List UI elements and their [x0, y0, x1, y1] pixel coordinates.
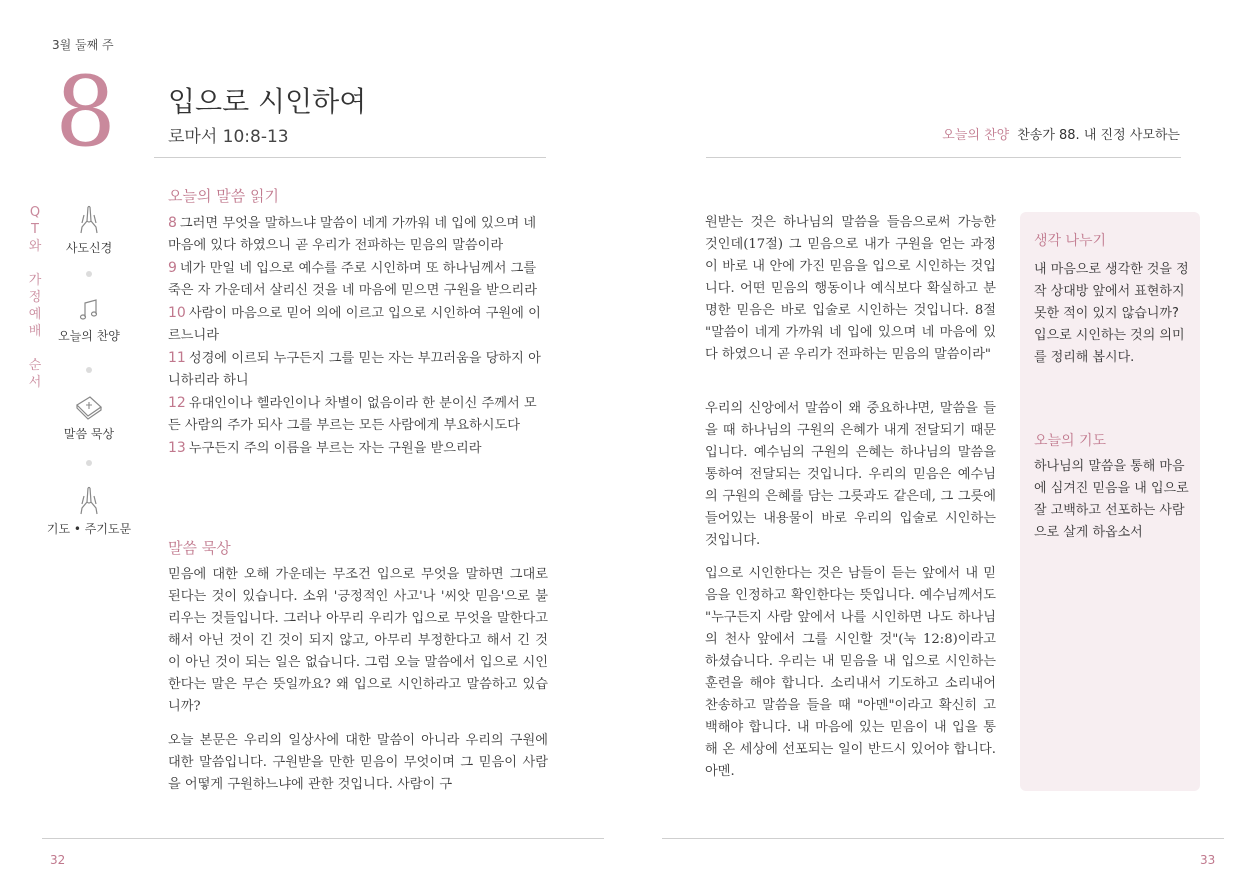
verse-number: 12 [168, 395, 186, 411]
bible-icon [74, 393, 104, 421]
verse: 10 사람이 마음으로 믿어 의에 이르고 입으로 시인하여 구원에 이르느니라 [168, 305, 541, 343]
header-divider-right [706, 157, 1181, 158]
prayer-title: 오늘의 기도 [1034, 433, 1107, 449]
page-number-right: 33 [1200, 853, 1216, 867]
prayer-text: 하나님의 말씀을 통해 마음에 심겨진 믿음을 내 입으로 잘 고백하고 선포하는 사람으로 살게 하옵소서 [1034, 459, 1189, 540]
meditation-paragraph: 원받는 것은 하나님의 말씀을 들음으로써 가능한 것인데(17절) 그 믿음으로 내가 구원을 얻는 과정이 바로 내 안에 가진 믿음을 입으로 시인하는 것입니다. 어떤 믿음의 행동이나 예식보다 확실하고 분명한 믿음은 바로 입술로 시인하는 것입니다. 8절 "말씀이 네게 가까워 네 입에 있으며 네 마음에 있다 하였으니 곧 우리가 전파하는 믿음의 말씀이라" [705, 215, 996, 362]
verse: 12 유대인이나 헬라인이나 차별이 없음이라 한 분이신 주께서 모든 사람의 주가 되사 그를 부르는 모든 사람에게 부요하시도다 [168, 395, 537, 433]
hymn-label: 오늘의 찬양 [942, 128, 1010, 143]
praying-hands-icon [76, 486, 102, 516]
nav-label: 기도 • 주기도문 [46, 522, 132, 536]
nav-word-meditation[interactable] [39, 393, 139, 442]
meditation-paragraph: 우리의 신앙에서 말씀이 왜 중요하냐면, 말씀을 들을 때 하나님의 구원의 은혜가 내게 전달되기 때문입니다. 예수님의 구원의 은혜는 하나님의 말씀을 통하여 전달되는 것입니다. 우리의 믿음은 예수님의 구원의 은혜를 담는 그릇과도 같은데, 그 그릇에 들어있는 내용물이 바로 우리의 입술로 시인하는 것입니다. [705, 401, 996, 548]
reflection-box [1020, 212, 1200, 791]
verse: 9 네가 만일 네 입으로 예수를 주로 시인하며 또 하나님께서 그를 죽은 자 가운데서 살리신 것을 네 마음에 믿으면 구원을 받으리라 [168, 260, 537, 298]
verse-number: 9 [168, 260, 177, 276]
nav-dot [86, 367, 92, 373]
verse-number: 8 [168, 215, 177, 231]
meditation-paragraph: 믿음에 대한 오해 가운데는 무조건 입으로 무엇을 말하면 그대로 된다는 것이 있습니다. 소위 '긍정적인 사고'나 '씨앗 믿음'으로 불리우는 것들입니다. 그러나 아무리 우리가 입으로 무엇을 말한다고 해서 아닌 것이 긴 것이 되지 않고, 아무리 부정한다고 해서 긴 것이 아닌 것이 되는 일은 없습니다. 그럼 오늘 말씀에서 입으로 시인한다는 말은 무슨 뜻일까요? 왜 입으로 시인하라고 말씀하고 있습니까? [168, 567, 548, 714]
praying-hands-icon [76, 205, 102, 235]
nav-dot [86, 271, 92, 277]
week-label: 3월 둘째 주 [52, 38, 114, 52]
verse-number: 10 [168, 305, 186, 321]
meditation-section-title: 말씀 묵상 [168, 539, 231, 557]
verse: 8 그러면 무엇을 말하느냐 말씀이 네게 가까워 네 입에 있으며 네 마음에 있다 하였으니 곧 우리가 전파하는 믿음의 말씀이라 [168, 215, 537, 253]
footer-divider-left [42, 838, 604, 839]
nav-label: 오늘의 찬양 [58, 329, 120, 343]
verse: 11 성경에 이르되 누구든지 그를 믿는 자는 부끄러움을 당하지 아니하리라 하니 [168, 350, 541, 388]
scripture-reference: 로마서 10:8-13 [168, 127, 289, 147]
footer-divider-right [662, 838, 1224, 839]
sharing-text: 내 마음으로 생각한 것을 정작 상대방 앞에서 표현하지 못한 적이 있지 않습니까? 입으로 시인하는 것의 의미를 정리해 봅시다. [1034, 262, 1189, 365]
page-title: 입으로 시인하여 [168, 85, 367, 118]
nav-todays-hymn[interactable] [39, 297, 139, 344]
meditation-paragraph: 오늘 본문은 우리의 일상사에 대한 말씀이 아니라 우리의 구원에 대한 말씀입니다. 구원받을 만한 믿음이 무엇이며 그 믿음이 사람을 어떻게 구원하느냐에 관한 것입니다. 사람이 구 [168, 733, 548, 792]
day-number: 8 [55, 56, 117, 168]
page-number-left: 32 [50, 853, 66, 867]
side-vertical-label: Q T 와 가 정 예 배 순 서 [28, 205, 42, 390]
nav-label: 사도신경 [65, 241, 113, 255]
verse-number: 11 [168, 350, 186, 366]
header-divider-left [154, 157, 546, 158]
music-note-icon [76, 297, 102, 323]
verse-number: 13 [168, 440, 186, 456]
todays-hymn [942, 124, 1180, 143]
nav-label: 말씀 묵상 [63, 427, 115, 441]
meditation-paragraph: 입으로 시인한다는 것은 남들이 듣는 앞에서 내 믿음을 인정하고 확인한다는 뜻입니다. 예수님께서도 "누구든지 사람 앞에서 나를 시인하면 나도 하나님의 천사 앞에서 그를 시인할 것"(눅 12:8)이라고 하셨습니다. 우리는 내 믿음을 내 입으로 시인하는 훈련을 해야 합니다. 소리내서 기도하고 소리내어 찬송하고 말씀을 들을 때 "아멘"이라고 확신히 고백해야 합니다. 내 마음에 있는 믿음이 내 입을 통해 온 세상에 선포되는 일이 반드시 있어야 합니다. 아멘. [705, 566, 996, 779]
verse: 13 누구든지 주의 이름을 부르는 자는 구원을 받으리라 [168, 440, 482, 456]
reading-section-title: 오늘의 말씀 읽기 [168, 187, 279, 205]
sharing-title: 생각 나누기 [1034, 233, 1107, 249]
nav-prayer[interactable] [39, 486, 139, 537]
verse-list [168, 212, 548, 460]
nav-dot [86, 460, 92, 466]
nav-apostles-creed[interactable] [39, 205, 139, 256]
hymn-title: 찬송가 88. 내 진정 사모하는 [1017, 128, 1180, 143]
